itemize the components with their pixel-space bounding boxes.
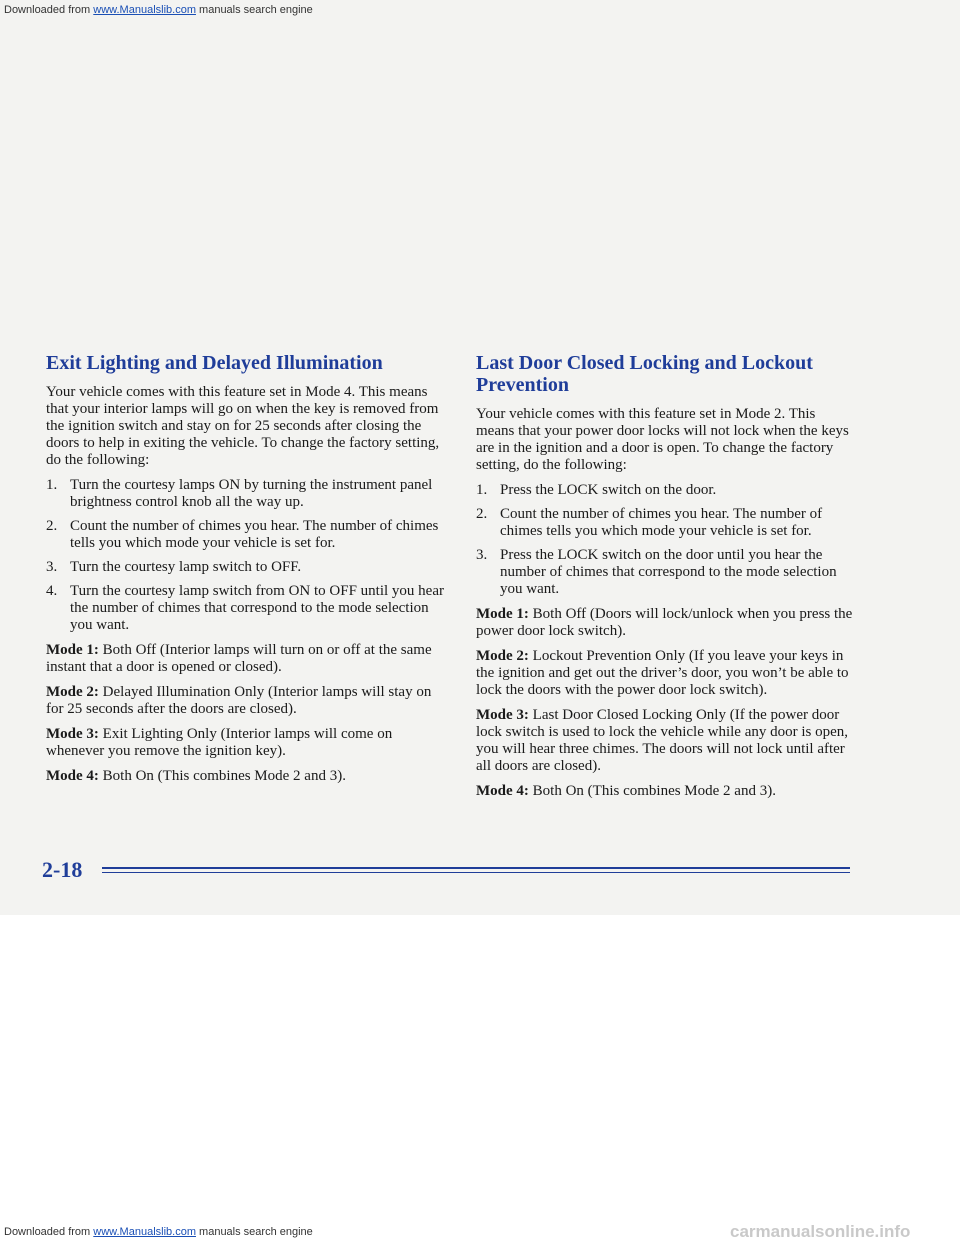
step-item: [46, 518, 444, 552]
step-item: [46, 559, 444, 576]
step-text: Count the number of chimes you hear. The number of chimes tells you which mode your vehicle is set for.: [70, 518, 439, 551]
section-intro: Your vehicle comes with this feature set in Mode 4. This means that your interior lamps will go on when the key is removed from the ignition switch and stay on for 25 seconds after closing the doors to help in exiting the vehicle. To change the factory setting, do the following:: [46, 384, 440, 468]
step-number: 2.: [476, 506, 488, 522]
step-text: Turn the courtesy lamps ON by turning the instrument panel brightness control knob all the way up.: [70, 477, 433, 510]
step-number: 3.: [476, 547, 488, 563]
banner-suffix: manuals search engine: [195, 1226, 313, 1238]
step-number: 1.: [476, 482, 488, 498]
mode-description: [476, 783, 856, 800]
mode-description: [46, 642, 444, 676]
section-intro: Your vehicle comes with this feature set in Mode 2. This means that your power door locks will not lock when the keys are in the ignition and a door is open. To change the factory setting, do the following:: [476, 406, 849, 473]
mode-description: [476, 707, 856, 775]
step-item: [46, 477, 444, 511]
mode-text: Both On (This combines Mode 2 and 3).: [98, 768, 346, 784]
mode-text: Lockout Prevention Only (If you leave your keys in the ignition and get out the driver’s door, you won’t be able to lock the doors with the power door lock switch).: [476, 648, 849, 698]
mode-text: Exit Lighting Only (Interior lamps will come on whenever you remove the ignition key).: [46, 726, 393, 759]
banner-suffix: manuals search engine: [195, 4, 313, 16]
banner-prefix: Downloaded from: [4, 1226, 94, 1238]
mode-label: Mode 2:: [46, 684, 99, 700]
page-footer: [42, 855, 850, 885]
download-banner-bottom: [4, 1226, 313, 1238]
right-column: [476, 352, 856, 808]
mode-label: Mode 1:: [46, 642, 99, 658]
step-number: 4.: [46, 583, 58, 599]
step-list: [476, 482, 856, 598]
mode-text: Both On (This combines Mode 2 and 3).: [528, 783, 776, 799]
footer-rule: [102, 867, 850, 869]
mode-description: [46, 768, 444, 785]
step-number: 3.: [46, 559, 58, 575]
mode-text: Last Door Closed Locking Only (If the power door lock switch is used to lock the vehicle while any door is open, you will hear three chimes. The doors will not lock until after all doors are closed).: [476, 707, 849, 774]
step-text: Count the number of chimes you hear. The number of chimes tells you which mode your vehicle is set for.: [500, 506, 823, 539]
step-item: [476, 547, 856, 598]
section-title-exit-lighting: Exit Lighting and Delayed Illumination: [46, 352, 383, 374]
mode-label: Mode 2:: [476, 648, 529, 664]
section-title-last-door-locking: Last Door Closed Locking and Lockout Prevention: [476, 352, 813, 396]
step-text: Press the LOCK switch on the door until you hear the number of chimes that correspond to the mode selection you want.: [500, 547, 837, 597]
mode-description: [476, 648, 856, 699]
mode-description: [476, 606, 856, 640]
mode-label: Mode 4:: [476, 783, 529, 799]
download-banner-top: [4, 4, 313, 16]
mode-label: Mode 3:: [476, 707, 529, 723]
left-column: [46, 352, 444, 793]
page-number: 2-18: [42, 857, 83, 882]
step-text: Turn the courtesy lamp switch to OFF.: [70, 559, 302, 575]
step-text: Press the LOCK switch on the door.: [500, 482, 717, 498]
mode-description: [46, 684, 444, 718]
mode-label: Mode 4:: [46, 768, 99, 784]
step-list: [46, 477, 444, 634]
mode-label: Mode 1:: [476, 606, 529, 622]
mode-description: [46, 726, 444, 760]
mode-text: Both Off (Interior lamps will turn on or off at the same instant that a door is opened or closed).: [46, 642, 432, 675]
footer-rule-thin: [102, 872, 850, 873]
mode-label: Mode 3:: [46, 726, 99, 742]
mode-text: Both Off (Doors will lock/unlock when you press the power door lock switch).: [476, 606, 853, 639]
step-item: [476, 482, 856, 499]
manualslib-link[interactable]: www.Manualslib.com: [93, 1226, 196, 1238]
step-text: Turn the courtesy lamp switch from ON to OFF until you hear the number of chimes that correspond to the mode selection you want.: [70, 583, 444, 633]
manualslib-link[interactable]: www.Manualslib.com: [93, 4, 196, 16]
banner-prefix: Downloaded from: [4, 4, 94, 16]
watermark-text: carmanualsonline.info: [730, 1222, 911, 1241]
mode-text: Delayed Illumination Only (Interior lamps will stay on for 25 seconds after the doors are closed).: [46, 684, 432, 717]
step-item: [46, 583, 444, 634]
step-number: 1.: [46, 477, 58, 493]
step-item: [476, 506, 856, 540]
step-number: 2.: [46, 518, 58, 534]
